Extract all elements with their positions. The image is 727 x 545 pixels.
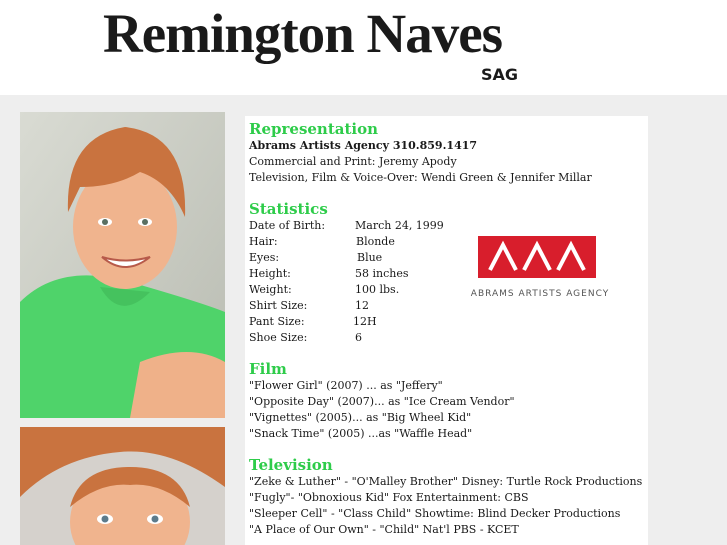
- stat-value: 6: [355, 331, 362, 344]
- television-heading: Television: [249, 456, 333, 474]
- stat-label: Shirt Size:: [249, 299, 308, 312]
- logo-text: ABRAMS ARTISTS AGENCY: [470, 289, 610, 299]
- stat-label: Eyes:: [249, 251, 280, 264]
- stat-value: Blonde: [356, 235, 395, 248]
- tv-credit: "Sleeper Cell" - "Class Child" Showtime: Blind Decker Productions: [249, 507, 621, 520]
- headshot-photo-2: [20, 427, 225, 545]
- stat-row: [249, 330, 644, 346]
- headshot-photo-1: [20, 112, 225, 418]
- stat-label: Date of Birth:: [249, 219, 326, 232]
- tv-credit: "A Place of Our Own" - "Child" Nat'l PBS - KCET: [249, 523, 519, 536]
- statistics-heading: Statistics: [249, 200, 328, 218]
- stat-label: Height:: [249, 267, 291, 280]
- representation-heading: Representation: [249, 120, 379, 138]
- stat-value: 58 inches: [355, 267, 409, 280]
- stat-value: 12H: [353, 315, 377, 328]
- film-credit: "Snack Time" (2005) ...as "Waffle Head": [249, 427, 473, 440]
- stat-value: March 24, 1999: [355, 219, 444, 232]
- stat-value: Blue: [357, 251, 383, 264]
- stat-value: 12: [355, 299, 369, 312]
- stat-value: 100 lbs.: [355, 283, 400, 296]
- stat-row: [249, 218, 644, 234]
- header: [0, 0, 727, 95]
- film-credit: "Opposite Day" (2007)... as "Ice Cream Vendor": [249, 395, 515, 408]
- film-credit: "Vignettes" (2005)... as "Big Wheel Kid": [249, 411, 472, 424]
- union-label: SAG: [481, 65, 519, 84]
- stat-label: Hair:: [249, 235, 278, 248]
- aaa-logo-icon: [478, 236, 596, 278]
- tv-credit: "Fugly"- "Obnoxious Kid" Fox Entertainment: CBS: [249, 491, 529, 504]
- film-heading: Film: [249, 360, 287, 378]
- representation-line: Television, Film & Voice-Over: Wendi Green & Jennifer Millar: [249, 171, 592, 184]
- page-title: Remington Naves: [103, 3, 503, 64]
- tv-credit: "Zeke & Luther" - "O'Malley Brother" Disney: Turtle Rock Productions: [249, 475, 643, 488]
- stat-label: Pant Size:: [249, 315, 305, 328]
- resume-panel: [245, 116, 648, 545]
- agency-logo: [460, 236, 620, 308]
- film-credit: "Flower Girl" (2007) ... as "Jeffery": [249, 379, 443, 392]
- agency-line: Abrams Artists Agency 310.859.1417: [249, 139, 478, 152]
- stat-label: Shoe Size:: [249, 331, 308, 344]
- stat-label: Weight:: [249, 283, 292, 296]
- representation-line: Commercial and Print: Jeremy Apody: [249, 155, 457, 168]
- stat-row: [249, 314, 644, 330]
